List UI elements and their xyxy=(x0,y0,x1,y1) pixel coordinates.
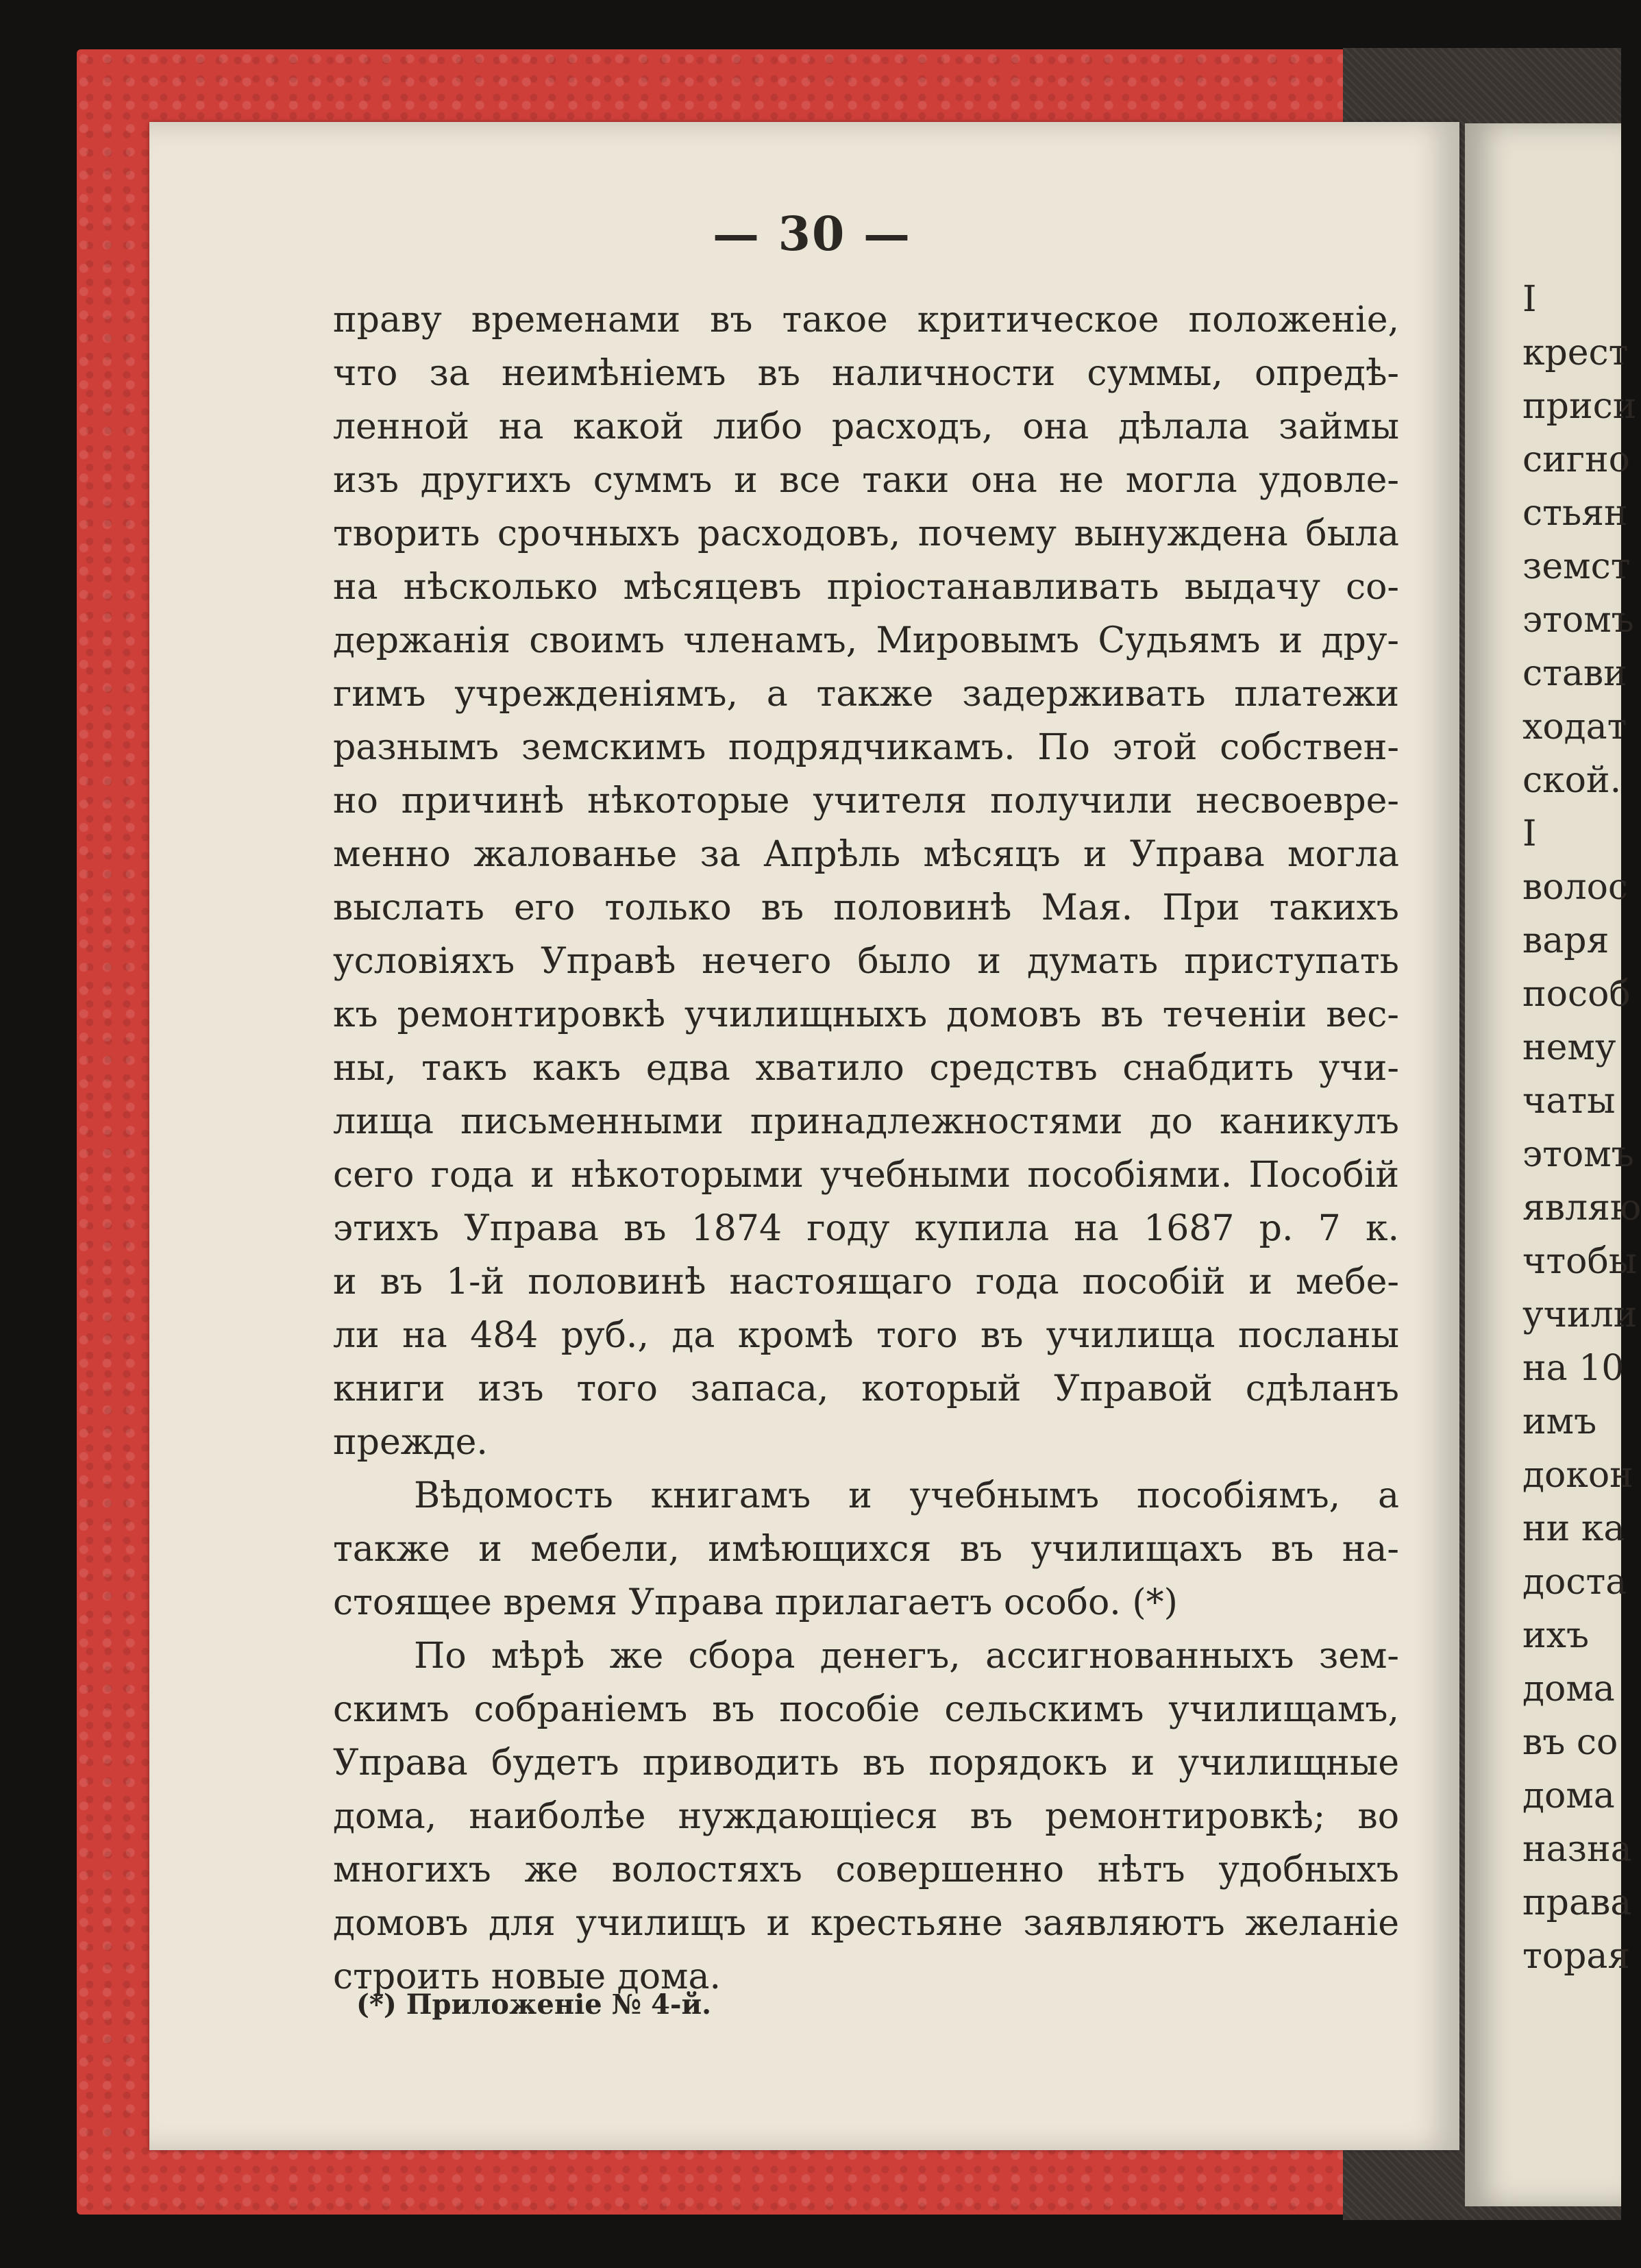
text-line: строить новые дома. xyxy=(333,1956,721,1997)
text-line: условіяхъ Управѣ нечего было и думать приступать xyxy=(333,941,1399,982)
text-line: стоящее время Управа прилагаетъ особо. (*) xyxy=(333,1582,1178,1623)
text-line: Вѣдомость книгамъ и учебнымъ пособіямъ, а xyxy=(414,1475,1399,1516)
next-page-fragment: назна xyxy=(1522,1829,1632,1870)
next-page-fragment: I xyxy=(1522,279,1537,320)
text-line: но причинѣ нѣкоторые учителя получили несвоевре- xyxy=(333,780,1399,822)
text-line: держанія своимъ членамъ, Мировымъ Судьямъ и дру- xyxy=(333,620,1399,661)
next-page-fragment: учили xyxy=(1522,1294,1638,1335)
text-line: ленной на какой либо расходъ, она дѣлала займы xyxy=(333,406,1399,447)
next-page-fragment: торая xyxy=(1522,1936,1631,1977)
next-page-fragment: являю xyxy=(1522,1187,1641,1229)
text-line: скимъ собраніемъ въ пособіе сельскимъ училищамъ, xyxy=(333,1689,1399,1730)
next-page-fragment: крест xyxy=(1522,332,1629,373)
next-page-fragment: пособ xyxy=(1522,974,1631,1015)
next-page-fragment: приси xyxy=(1522,386,1637,427)
text-line: домовъ для училищъ и крестьяне заявляютъ желаніе xyxy=(333,1903,1399,1944)
next-page-fragment: этомъ xyxy=(1522,1134,1634,1175)
text-line: что за неимѣніемъ въ наличности суммы, опредѣ- xyxy=(333,353,1399,394)
next-page-fragment: волос xyxy=(1522,867,1629,908)
text-line: сего года и нѣкоторыми учебными пособіями. Пособій xyxy=(333,1155,1399,1196)
next-page-fragment: стави xyxy=(1522,653,1627,694)
text-line: на нѣсколько мѣсяцевъ пріостанавливать выдачу со- xyxy=(333,567,1399,608)
next-page-fragment: въ со xyxy=(1522,1722,1618,1763)
next-page-fragment: чаты xyxy=(1522,1081,1616,1122)
next-page-fragment: земст xyxy=(1522,546,1631,587)
next-page-fragment: на 10 xyxy=(1522,1348,1625,1389)
text-line: прежде. xyxy=(333,1422,488,1463)
text-line: праву временами въ такое критическое положеніе, xyxy=(333,299,1399,341)
text-line: этихъ Управа въ 1874 году купила на 1687 р. 7 к. xyxy=(333,1208,1399,1249)
next-page-fragment: нему xyxy=(1522,1027,1616,1068)
next-page-fragment: ской. xyxy=(1522,760,1622,801)
text-line: многихъ же волостяхъ совершенно нѣтъ удобныхъ xyxy=(333,1849,1399,1890)
next-page-fragment: имъ xyxy=(1522,1401,1597,1442)
next-page-fragment: варя xyxy=(1522,920,1609,961)
footnote: (*) Приложеніе № 4-й. xyxy=(356,1988,712,2021)
body-text xyxy=(333,293,1399,2004)
text-line: разнымъ земскимъ подрядчикамъ. По этой собствен- xyxy=(333,727,1399,768)
next-page-fragment: доста xyxy=(1522,1562,1627,1603)
text-line: менно жалованье за Апрѣль мѣсяцъ и Управа могла xyxy=(333,834,1399,875)
text-line: дома, наиболѣе нуждающіеся въ ремонтировкѣ; во xyxy=(333,1796,1399,1837)
text-line: также и мебели, имѣющихся въ училищахъ въ на- xyxy=(333,1529,1399,1570)
next-page-fragment: права xyxy=(1522,1882,1632,1923)
text-line: ны, такъ какъ едва хватило средствъ снабдить учи- xyxy=(333,1048,1399,1089)
next-page-fragment: стьян xyxy=(1522,493,1628,534)
next-page-fragment: ни ка xyxy=(1522,1508,1625,1549)
text-line: къ ремонтировкѣ училищныхъ домовъ въ теченіи вес- xyxy=(333,994,1399,1035)
next-page-fragment: дома xyxy=(1522,1775,1615,1816)
next-page-fragment: чтобы xyxy=(1522,1241,1638,1282)
next-page-fragment: докон xyxy=(1522,1455,1633,1496)
next-page-fragment: I xyxy=(1522,813,1537,854)
next-page-fragment: ихъ xyxy=(1522,1615,1590,1656)
next-page-fragment: ходат xyxy=(1522,706,1627,748)
next-page-fragment: этомъ xyxy=(1522,600,1634,641)
text-line: изъ другихъ суммъ и все таки она не могла удовле- xyxy=(333,460,1399,501)
next-page-fragment: сигно xyxy=(1522,439,1630,480)
text-line: ли на 484 руб., да кромѣ того въ училища посланы xyxy=(333,1315,1399,1356)
text-line: Управа будетъ приводить въ порядокъ и училищные xyxy=(333,1742,1399,1784)
text-line: лища письменными принадлежностями до каникулъ xyxy=(333,1101,1399,1142)
page-number: — 30 — xyxy=(713,207,911,262)
next-page-fragment: дома xyxy=(1522,1668,1615,1710)
text-line: книги изъ того запаса, который Управой сдѣланъ xyxy=(333,1368,1399,1409)
text-line: и въ 1-й половинѣ настоящаго года пособій и мебе- xyxy=(333,1261,1399,1303)
text-line: выслать его только въ половинѣ Мая. При такихъ xyxy=(333,887,1399,928)
text-line: творить срочныхъ расходовъ, почему вынуждена была xyxy=(333,513,1399,554)
text-line: гимъ учрежденіямъ, а также задерживать платежи xyxy=(333,674,1399,715)
next-page-text xyxy=(1522,273,1641,1983)
text-line: По мѣрѣ же сбора денегъ, ассигнованныхъ зем- xyxy=(414,1636,1399,1677)
